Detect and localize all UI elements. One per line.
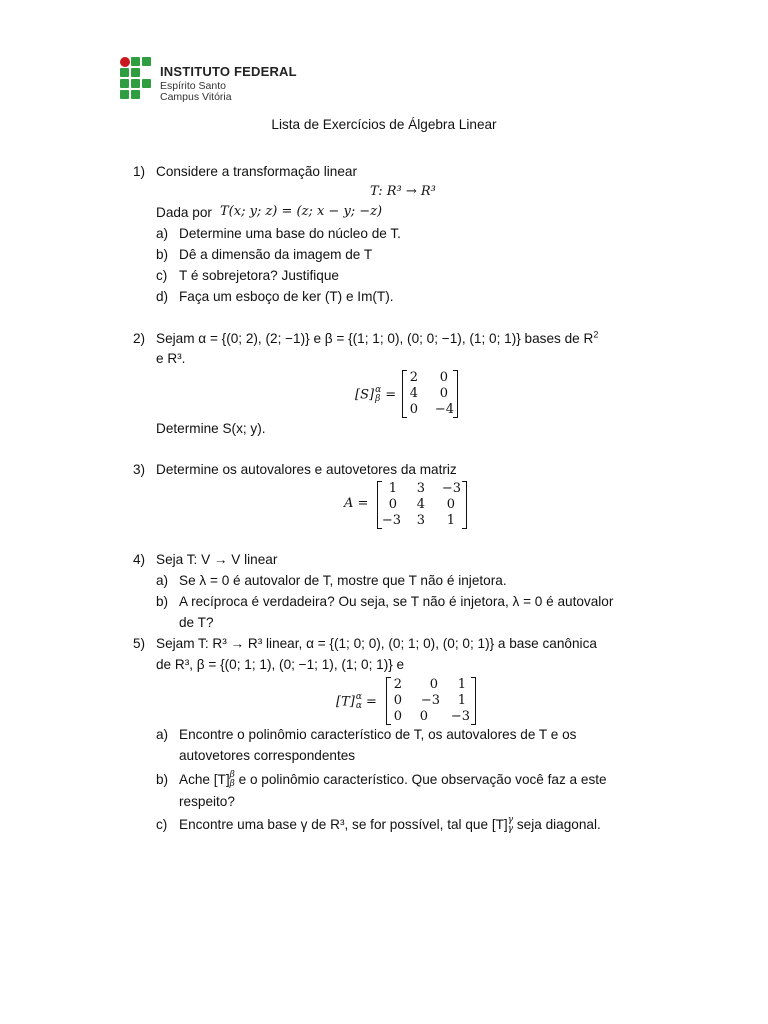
q3-number: 3)	[133, 462, 146, 477]
logo-red-circle	[120, 57, 130, 67]
q4-a-label: a)	[156, 573, 169, 588]
matrix-cell: −4	[434, 402, 454, 417]
matrix-cell: 3	[416, 513, 425, 528]
document-title: Lista de Exercícios de Álgebra Linear	[271, 117, 497, 132]
q4-b-text1: A recíproca é verdadeira? Ou seja, se T não é injetora, λ = 0 é autovalor	[179, 594, 614, 609]
q2-number: 2)	[133, 331, 146, 346]
q1-d-label: d)	[156, 289, 169, 304]
matrix-cell: 0	[439, 386, 448, 401]
q2-matrix-label: [S] α β =	[355, 385, 397, 404]
q5-matrix	[386, 677, 476, 725]
logo-mark	[120, 57, 154, 99]
q1-given-label: Dada por	[156, 205, 212, 220]
q5-line2: de R³, β = {(0; 1; 1), (0; −1; 1), (1; 0; 1)} e	[156, 657, 405, 672]
matrix-cell: −3	[441, 481, 461, 496]
q5-line1: Sejam T: R³ → R³ linear, α = {(1; 0; 0), (0; 1; 0), (0; 0; 1)} a base canônica	[156, 636, 597, 651]
q1-intro: Considere a transformação linear	[156, 164, 357, 179]
matrix-cell: −3	[420, 693, 440, 708]
matrix-cell: 0	[429, 677, 438, 692]
q4-b-text2: de T?	[179, 615, 214, 630]
q1-d-text: Faça um esboço de ker (T) e Im(T).	[179, 289, 394, 304]
q4-number: 4)	[133, 552, 146, 567]
logo-subtitle: Espírito Santo	[160, 80, 226, 92]
matrix-cell: 0	[393, 693, 402, 708]
q3-matrix	[377, 481, 467, 529]
matrix-cell: 0	[446, 497, 455, 512]
matrix-cell: 0	[409, 402, 418, 417]
q1-b-label: b)	[156, 247, 169, 262]
matrix-cell: 4	[409, 386, 418, 401]
matrix-cell: 0	[419, 709, 428, 724]
q5-number: 5)	[133, 636, 146, 651]
matrix-cell: 1	[457, 677, 466, 692]
q2-determine: Determine S(x; y).	[156, 421, 266, 436]
logo-title: INSTITUTO FEDERAL	[160, 64, 297, 79]
q3-text: Determine os autovalores e autovetores da matriz	[156, 462, 457, 477]
matrix-cell: 0	[439, 370, 448, 385]
q5-b-text1: Ache [T] β β e o polinômio característico. Que observação você faz a este	[179, 770, 607, 790]
matrix-cell: −3	[450, 709, 470, 724]
q1-b-text: Dê a dimensão da imagem de T	[179, 247, 373, 262]
matrix-cell: 1	[457, 693, 466, 708]
q2-matrix	[402, 370, 458, 418]
matrix-cell: −3	[381, 513, 401, 528]
q5-c-label: c)	[156, 817, 168, 832]
matrix-cell: 2	[409, 370, 418, 385]
q5-a-text2: autovetores correspondentes	[179, 748, 356, 763]
q5-b-label: b)	[156, 772, 169, 787]
q1-number: 1)	[133, 164, 146, 179]
q1-given-expr: T(x; y; z) = (z; x − y; −z)	[220, 204, 383, 219]
q5-a-text1: Encontre o polinômio característico de T, os autovalores de T e os	[179, 727, 577, 742]
q3-matrix-label: A =	[344, 496, 369, 511]
q5-b-text2: respeito?	[179, 794, 235, 809]
matrix-cell: 4	[416, 497, 425, 512]
matrix-cell: 0	[393, 709, 402, 724]
q1-map: T: R³ → R³	[370, 184, 436, 199]
q4-a-text: Se λ = 0 é autovalor de T, mostre que T não é injetora.	[179, 573, 507, 588]
q4-b-label: b)	[156, 594, 169, 609]
q5-c-text: Encontre uma base γ de R³, se for possível, tal que [T] γ γ seja diagonal.	[179, 815, 601, 835]
matrix-cell: 0	[388, 497, 397, 512]
matrix-cell: 1	[388, 481, 397, 496]
q2-line1: Sejam α = {(0; 2), (2; −1)} e β = {(1; 1; 0), (0; 0; −1), (1; 0; 1)} bases de $R^2$	[156, 329, 599, 346]
q1-a-label: a)	[156, 226, 169, 241]
q1-c-text: T é sobrejetora? Justifique	[179, 268, 339, 283]
logo-campus: Campus Vitória	[160, 91, 232, 103]
q5-a-label: a)	[156, 727, 169, 742]
q1-c-label: c)	[156, 268, 168, 283]
q5-matrix-label: [T] α α =	[336, 692, 377, 711]
q4-intro: Seja T: V → V linear	[156, 552, 278, 567]
matrix-cell: 3	[416, 481, 425, 496]
q1-a-text: Determine uma base do núcleo de T.	[179, 226, 401, 241]
matrix-cell: 1	[446, 513, 455, 528]
q2-line2: e R³.	[156, 351, 186, 366]
matrix-cell: 2	[393, 677, 402, 692]
